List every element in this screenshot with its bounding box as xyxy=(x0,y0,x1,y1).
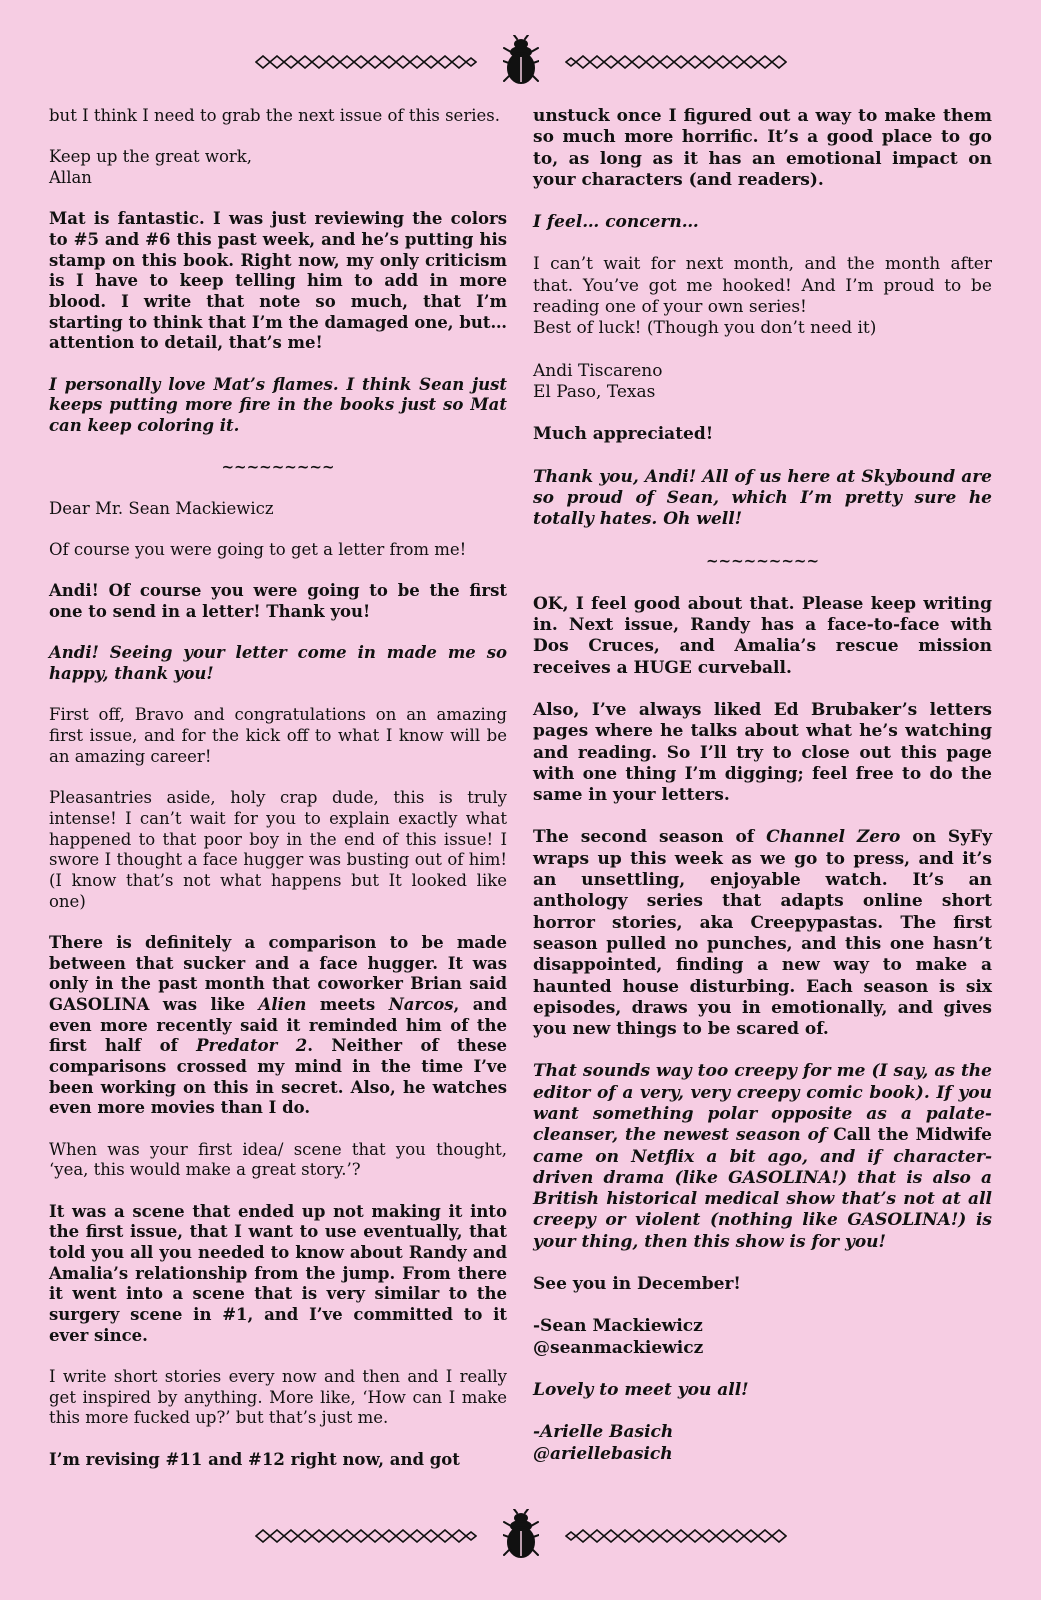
reply-arielle: I personally love Mat’s flames. I think Sean just keeps putting more fire in the books just so Mat can keep coloring it. xyxy=(49,374,507,436)
separator: ~~~~~~~~~ xyxy=(221,458,335,477)
bottom-ornament xyxy=(0,1506,1041,1566)
reply-sean: There is definitely a comparison to be made between that sucker and a face hugger. It was only in the past month that coworker Brian said GASOLINA was like Alien meets Narcos, and even more recently said it reminded him of the first half of Predator 2. Neither of these comparisons crossed my mind in the time I’ve been working on this in secret. Also, he watches even more movies than I do. xyxy=(49,932,508,1118)
diamond-border-left xyxy=(255,55,477,69)
right-column xyxy=(533,106,992,1486)
closing-arielle: Lovely to meet you all! xyxy=(533,1379,749,1400)
closing-text: See you in December! xyxy=(533,1274,741,1295)
letter-signature: Andi Tiscareno El Paso, Texas xyxy=(533,360,663,402)
reply-arielle: Thank you, Andi! All of us here at Skybound are so proud of Sean, which I’m pretty sure he totally hates. Oh well! xyxy=(533,466,992,530)
reply-arielle: Andi! Seeing your letter come in made me so happy, thank you! xyxy=(49,643,507,684)
reply-sean: unstuck once I figured out a way to make them so much more horrific. It’s a good place to go to, as long as it has an emotional impact on your characters (and readers). xyxy=(533,106,992,190)
diamond-border-right xyxy=(565,55,787,69)
letter-text: Of course you were going to get a letter from me! xyxy=(49,540,467,560)
letter-text: When was your first idea/ scene that you thought, ‘yea, this would make a great story.’? xyxy=(49,1139,507,1180)
letter-text: I can’t wait for next month, and the month after that. You’ve got me hooked! And I’m proud to be reading one of your own series! Best of luck! (Though you don’t need it) xyxy=(533,254,992,339)
reply-sean: I’m revising #11 and #12 right now, and got xyxy=(49,1449,460,1469)
closing-text: The second season of Channel Zero on SyFy wraps up this week as we go to press, and it’s an unsettling, enjoyable watch. It’s an anthology series that adapts online short horror stories, aka Creepypastas. The first season pulled no punches, and this one hasn’t disappointed, finding a new way to make a haunted house disturbing. Each season is six episodes, draws you in emotionally, and gives you new things to be scared of. xyxy=(533,827,993,1040)
closing-text: Also, I’ve always liked Ed Brubaker’s letters pages where he talks about what he’s watching and reading. So I’ll try to close out this page with one thing I’m digging; feel free to do the same in your letters. xyxy=(533,699,992,806)
signature-arielle: -Arielle Basich @ariellebasich xyxy=(533,1422,674,1464)
separator: ~~~~~~~~~ xyxy=(705,552,820,571)
reply-arielle: That sounds way too creepy for me (I say, as the editor of a very, very creepy comic book). If you want something polar opposite as a palate-cleanser, the newest season of Call the Midwife came on Netflix a bit ago, and if character-driven drama (like GASOLINA!) that is also a British historical medical show that’s not at all creepy or violent (nothing like GASOLINA!) is your thing, then this show is for you! xyxy=(533,1061,992,1252)
signature-sean: -Sean Mackiewicz @seanmackiewicz xyxy=(533,1316,704,1358)
reply-sean: Mat is fantastic. I was just reviewing the colors to #5 and #6 this past week, and he’s putting his stamp on this book. Right now, my only criticism is I have to keep telling him to add in more blood. I write that note so much, that I’m starting to think that I’m the damaged one, but… attention to detail, that’s me! xyxy=(49,209,507,353)
letter-signoff: Keep up the great work, Allan xyxy=(49,147,253,188)
diamond-border-left xyxy=(255,1529,477,1543)
closing-text: OK, I feel good about that. Please keep writing in. Next issue, Randy has a face-to-face with Dos Cruces, and Amalia’s rescue mission receives a HUGE curveball. xyxy=(533,593,992,678)
beetle-icon xyxy=(503,1509,539,1563)
letter-text: First off, Bravo and congratulations on an amazing first issue, and for the kick off to what I know will be an amazing career! xyxy=(49,705,507,766)
letter-salutation: Dear Mr. Sean Mackiewicz xyxy=(49,498,274,518)
diamond-border-right xyxy=(565,1529,787,1543)
reply-sean: It was a scene that ended up not making it into the first issue, that I want to use eventually, that told you all you needed to know about Randy and Amalia’s relationship from the jump. From there it went into a scene that is very similar to the surgery scene in #1, and I’ve committed to it ever since. xyxy=(49,1201,507,1345)
top-ornament xyxy=(0,32,1041,92)
reply-sean: Much appreciated! xyxy=(533,424,714,445)
beetle-icon xyxy=(503,35,539,89)
reply-arielle: I feel… concern… xyxy=(533,212,699,233)
reply-sean: Andi! Of course you were going to be the first one to send in a letter! Thank you! xyxy=(49,581,507,622)
letter-text: I write short stories every now and then and I really get inspired by anything. More like, ‘How can I make this more fucked up?’ but that’s just me. xyxy=(49,1366,507,1428)
letter-text: but I think I need to grab the next issue of this series. xyxy=(49,106,500,125)
left-column xyxy=(49,106,507,1491)
letter-text: Pleasantries aside, holy crap dude, this is truly intense! I can’t wait for you to explain exactly what happened to that poor boy in the end of this issue! I swore I thought a face hugger was busting out of him! (I know that’s not what happens but It looked like one) xyxy=(49,788,507,911)
